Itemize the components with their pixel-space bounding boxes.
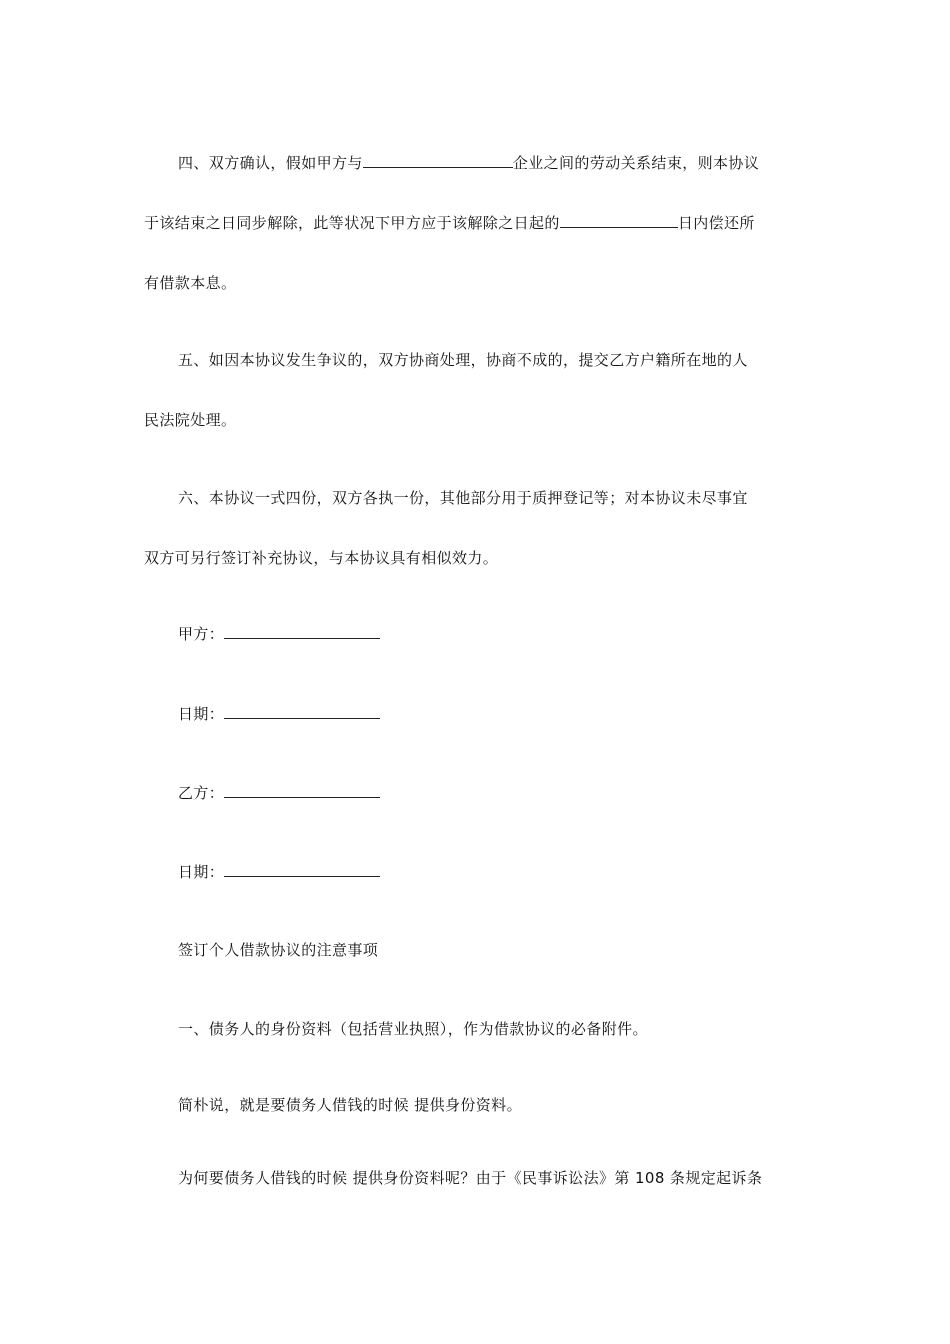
clause-4-text-a: 四、双方确认，假如甲方与 xyxy=(178,154,363,172)
party-b-blank xyxy=(224,782,380,798)
notes-paragraph-1: 简朴说，就是要债务人借钱的时候 提供身份资料。 xyxy=(178,1096,522,1114)
clause-4-line-3 xyxy=(144,273,236,293)
date-b-blank xyxy=(224,861,380,877)
date-a-signature xyxy=(178,703,380,724)
notes-item-1: 一、债务人的身份资料（包括营业执照），作为借款协议的必备附件。 xyxy=(178,1020,648,1038)
clause-4-text-c: 于该结束之日同步解除，此等状况下甲方应于该解除之日起的 xyxy=(144,214,560,232)
clause-5-line-2: 民法院处理。 xyxy=(144,411,237,429)
party-a-blank xyxy=(224,623,380,639)
date-a-label: 日期： xyxy=(178,705,225,723)
party-b-label: 乙方： xyxy=(178,784,225,802)
party-a-signature xyxy=(178,623,380,644)
date-b-label: 日期： xyxy=(178,863,225,881)
clause-4-text-b: 企业之间的劳动关系结束，则本协议 xyxy=(512,154,760,172)
clause-6-line-2: 双方可另行签订补充协议，与本协议具有相似效力。 xyxy=(144,549,499,567)
notes-paragraph-2: 为何要债务人借钱的时候 提供身份资料呢？由于《民事诉讼法》第 108 条规定起诉条 xyxy=(178,1169,763,1187)
party-a-label: 甲方： xyxy=(178,625,225,643)
clause-5-line-1: 五、如因本协议发生争议的，双方协商处理，协商不成的，提交乙方户籍所在地的人 xyxy=(178,351,748,369)
employer-blank xyxy=(363,152,513,168)
clause-4-text-d: 日内偿还所 xyxy=(677,214,755,232)
days-blank xyxy=(560,212,678,228)
clause-4-text-e: 有借款本息。 xyxy=(144,274,237,292)
clause-4-line-1 xyxy=(178,152,759,173)
date-b-signature xyxy=(178,861,380,882)
clause-6-line-1: 六、本协议一式四份，双方各执一份，其他部分用于质押登记等；对本协议未尽事宜 xyxy=(178,489,748,507)
party-b-signature xyxy=(178,782,380,803)
notes-heading: 签订个人借款协议的注意事项 xyxy=(178,941,379,959)
date-a-blank xyxy=(224,703,380,719)
clause-4-line-2 xyxy=(144,212,755,233)
